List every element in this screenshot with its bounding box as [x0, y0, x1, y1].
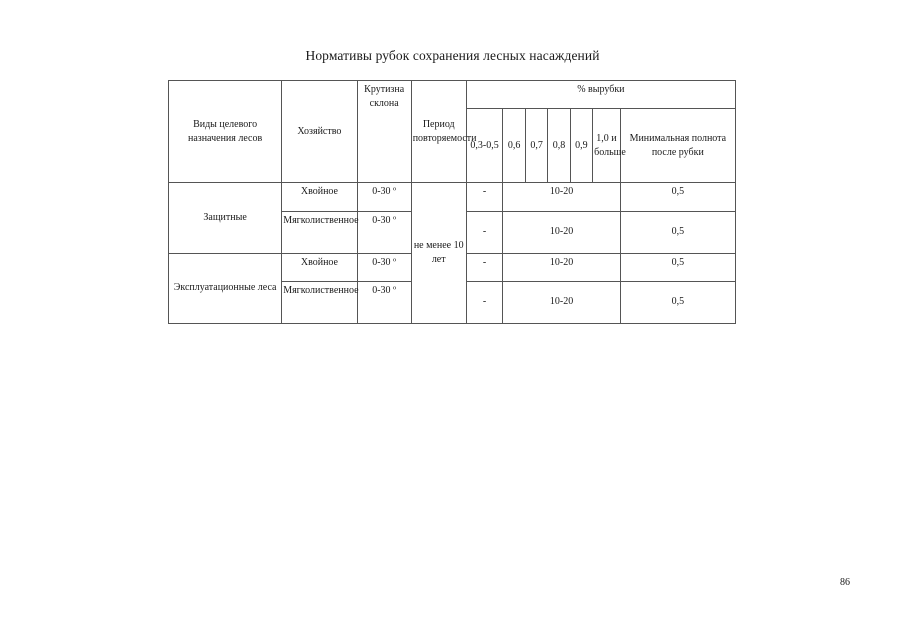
- slope-cell: 0-30 º: [357, 253, 411, 281]
- header-cut-col: 0,8: [548, 109, 570, 183]
- cut-first-cell: -: [466, 281, 503, 323]
- slope-cell: 0-30 º: [357, 211, 411, 253]
- min-density-cell: 0,5: [620, 281, 735, 323]
- cut-first-cell: -: [466, 183, 503, 211]
- header-farm: Хозяйство: [282, 81, 357, 183]
- header-cut-percent: % вырубки: [466, 81, 735, 109]
- slope-cell: 0-30 º: [357, 183, 411, 211]
- cut-range-cell: 10-20: [503, 281, 620, 323]
- purpose-cell: Защитные: [169, 183, 282, 253]
- cut-range-cell: 10-20: [503, 211, 620, 253]
- cutting-norms-table: [168, 80, 736, 324]
- farm-cell: Хвойное: [282, 183, 357, 211]
- header-cut-col: 0,3-0,5: [466, 109, 503, 183]
- min-density-cell: 0,5: [620, 253, 735, 281]
- farm-cell: Мягколиственное: [282, 211, 357, 253]
- header-period: Период повторяемости: [411, 81, 466, 183]
- period-cell: не менее 10 лет: [411, 183, 466, 324]
- purpose-cell: Эксплуатационные леса: [169, 253, 282, 323]
- header-slope: Крутизна склона: [357, 81, 411, 183]
- header-cut-col: 0,6: [503, 109, 525, 183]
- document-title: Нормативы рубок сохранения лесных насаждений: [305, 48, 600, 63]
- header-min-density: Минимальная полнота после рубки: [620, 109, 735, 183]
- header-cut-col: 0,7: [525, 109, 547, 183]
- header-cut-col: 0,9: [570, 109, 592, 183]
- header-cut-col: 1,0 и больше: [593, 109, 621, 183]
- table-row: [169, 183, 736, 211]
- header-purpose: Виды целевого назначения лесов: [169, 81, 282, 183]
- cut-range-cell: 10-20: [503, 253, 620, 281]
- cut-first-cell: -: [466, 211, 503, 253]
- farm-cell: Мягколиственное: [282, 281, 357, 323]
- slope-cell: 0-30 º: [357, 281, 411, 323]
- page-number: 86: [840, 577, 850, 588]
- min-density-cell: 0,5: [620, 183, 735, 211]
- cut-range-cell: 10-20: [503, 183, 620, 211]
- cut-first-cell: -: [466, 253, 503, 281]
- min-density-cell: 0,5: [620, 211, 735, 253]
- farm-cell: Хвойное: [282, 253, 357, 281]
